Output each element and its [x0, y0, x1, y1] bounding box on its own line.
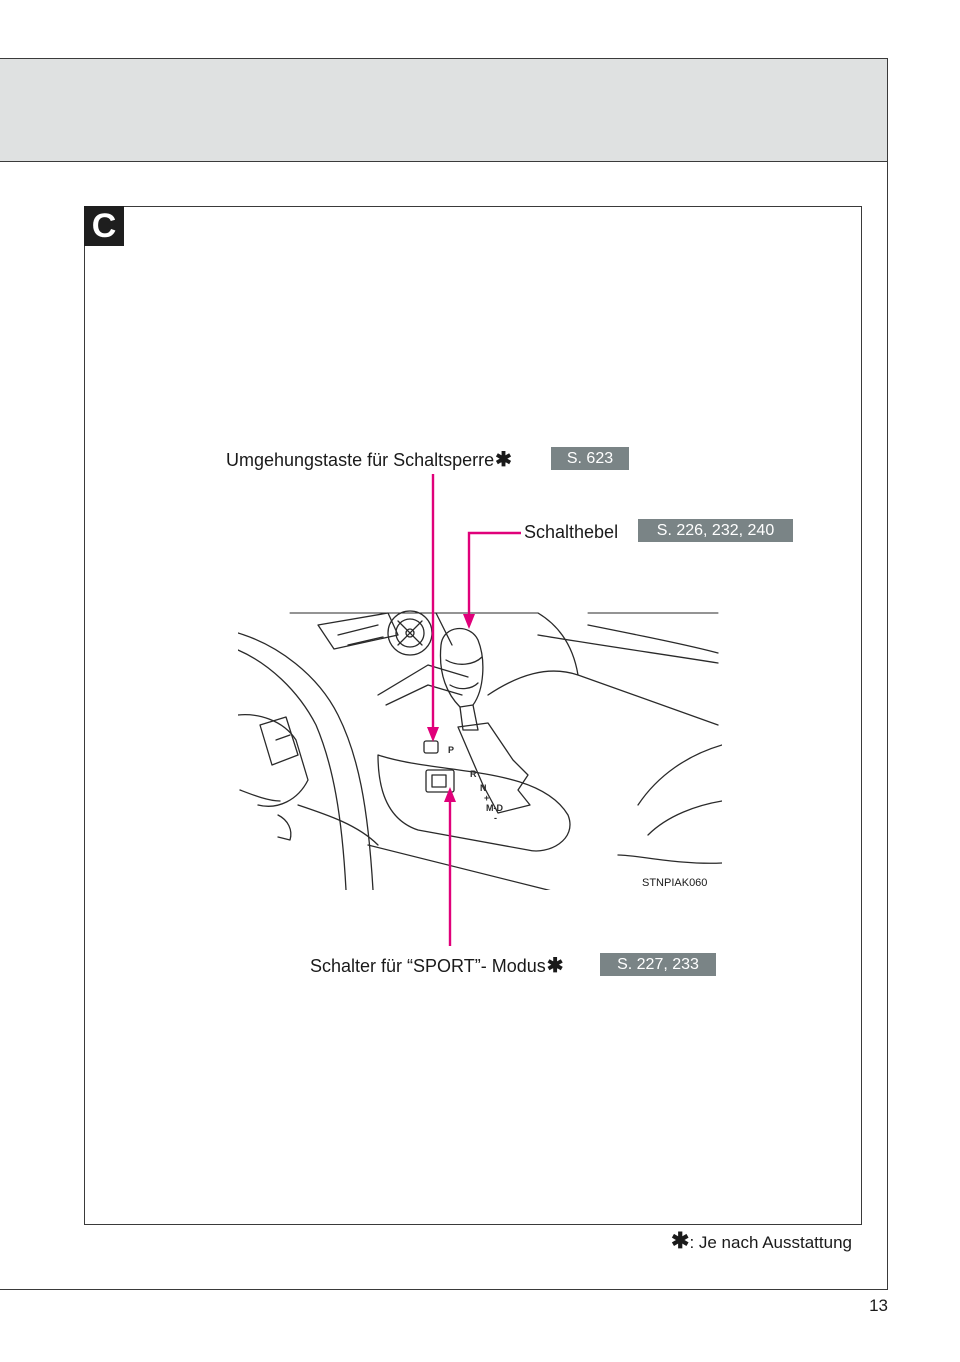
asterisk-icon: ✱ [495, 449, 512, 471]
gate-label-p: P [448, 745, 455, 755]
callout-shift-lever-label: Schalthebel [524, 522, 619, 542]
callout-lock-release [226, 449, 512, 471]
section-tab: C [84, 206, 124, 246]
ref-badge-lock-release[interactable]: S. 623 [551, 447, 629, 470]
gate-label-md: M-D [486, 803, 503, 813]
ref-badge-sport-switch[interactable]: S. 227, 233 [600, 953, 716, 976]
page-number: 13 [869, 1296, 888, 1315]
callout-sport-switch [310, 955, 564, 977]
callout-lock-release-label: Umgehungstaste für Schaltsperre [226, 450, 495, 470]
callout-shift-lever [524, 521, 618, 543]
gate-label-minus: - [494, 813, 497, 823]
gate-label-n: N [480, 783, 487, 793]
shift-console-illustration [238, 605, 722, 890]
figure-code: STNPIAK060 [642, 877, 708, 889]
footnote [670, 1228, 852, 1254]
asterisk-icon: ✱ [546, 955, 564, 977]
asterisk-icon: ✱ [671, 1228, 690, 1253]
ref-badge-shift-lever[interactable]: S. 226, 232, 240 [638, 519, 793, 542]
gate-label-plus: + [484, 793, 490, 803]
gate-label-r: R [470, 769, 477, 779]
footnote-text: : Je nach Ausstattung [689, 1233, 852, 1252]
callout-sport-switch-label: Schalter für “SPORT”- Modus [310, 956, 546, 976]
